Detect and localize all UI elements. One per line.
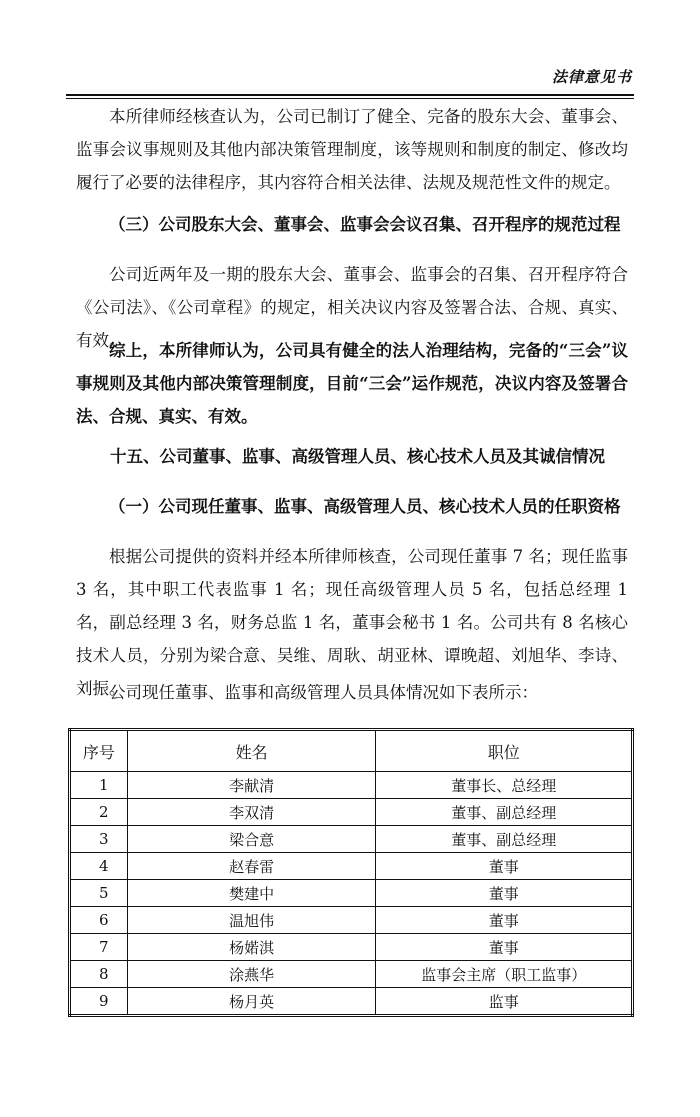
cell-position: 董事长、总经理 (376, 772, 633, 799)
cell-name: 杨婼淇 (127, 934, 376, 961)
cell-position: 董事 (376, 907, 633, 934)
paragraph-table-intro: 公司现任董事、监事和高级管理人员具体情况如下表所示： (109, 683, 538, 702)
cell-no: 4 (70, 853, 128, 880)
section-heading-qualifications: （一）公司现任董事、监事、高级管理人员、核心技术人员的任职资格 (109, 497, 621, 516)
cell-position: 监事会主席（职工监事） (376, 961, 633, 988)
table-row (70, 772, 633, 799)
personnel-table (68, 728, 634, 1017)
paragraph-summary-conclusion: 综上，本所律师认为，公司具有健全的法人治理结构，完备的“三会”议事规则及其他内部决策管理制度，目前“三会”运作规范，决议内容及签署合法、合规、真实、有效。 (76, 341, 628, 426)
cell-no: 5 (70, 880, 128, 907)
cell-position: 监事 (376, 988, 633, 1016)
table-row (70, 853, 633, 880)
cell-name: 涂燕华 (127, 961, 376, 988)
cell-no: 2 (70, 799, 128, 826)
cell-name: 温旭伟 (127, 907, 376, 934)
document-header-title: 法律意见书 (551, 68, 632, 86)
cell-position: 董事、副总经理 (376, 826, 633, 853)
table-row (70, 961, 633, 988)
cell-position: 董事 (376, 934, 633, 961)
table-row (70, 934, 633, 961)
cell-no: 3 (70, 826, 128, 853)
table-header-row (70, 730, 633, 772)
cell-no: 1 (70, 772, 128, 799)
cell-no: 8 (70, 961, 128, 988)
cell-name: 梁合意 (127, 826, 376, 853)
cell-name: 杨月英 (127, 988, 376, 1016)
column-header-position: 职位 (376, 730, 633, 772)
cell-no: 9 (70, 988, 128, 1016)
table-row (70, 907, 633, 934)
cell-name: 李献清 (127, 772, 376, 799)
cell-name: 樊建中 (127, 880, 376, 907)
table-row (70, 799, 633, 826)
cell-position: 董事 (376, 853, 633, 880)
cell-position: 董事 (376, 880, 633, 907)
cell-name: 赵春雷 (127, 853, 376, 880)
header-rule (66, 94, 634, 96)
section-heading-meeting-procedure: （三）公司股东大会、董事会、监事会会议召集、召开程序的规范过程 (109, 215, 621, 234)
cell-no: 6 (70, 907, 128, 934)
table-row (70, 826, 633, 853)
header-rule-thin (66, 98, 634, 99)
cell-name: 李双清 (127, 799, 376, 826)
cell-no: 7 (70, 934, 128, 961)
paragraph-meeting-procedure: 公司近两年及一期的股东大会、董事会、监事会的召集、召开程序符合《公司法》、《公司章程》的规定，相关决议内容及签署合法、合规、真实、有效。 (76, 265, 628, 350)
section-heading-directors-integrity: 十五、公司董事、监事、高级管理人员、核心技术人员及其诚信情况 (110, 447, 605, 466)
column-header-name: 姓名 (127, 730, 376, 772)
table-row (70, 988, 633, 1016)
cell-position: 董事、副总经理 (376, 799, 633, 826)
column-header-no: 序号 (70, 730, 128, 772)
table-row (70, 880, 633, 907)
paragraph-board-rules-conclusion: 本所律师经核查认为，公司已制订了健全、完备的股东大会、董事会、监事会议事规则及其他内部决策管理制度，该等规则和制度的制定、修改均履行了必要的法律程序，其内容符合相关法律、法规及规范性文件的规定。 (76, 107, 628, 192)
paragraph-personnel-counts: 根据公司提供的资料并经本所律师核查，公司现任董事 7 名；现任监事 3 名，其中职工代表监事 1 名；现任高级管理人员 5 名，包括总经理 1 名，副总经理 3 名，财务总监 1 名，董事会秘书 1 名。公司共有 8 名核心技术人员，分别为梁合意、吴维、周耿、胡亚林、谭晚超、刘旭华、李诗、刘振。 (76, 547, 628, 698)
